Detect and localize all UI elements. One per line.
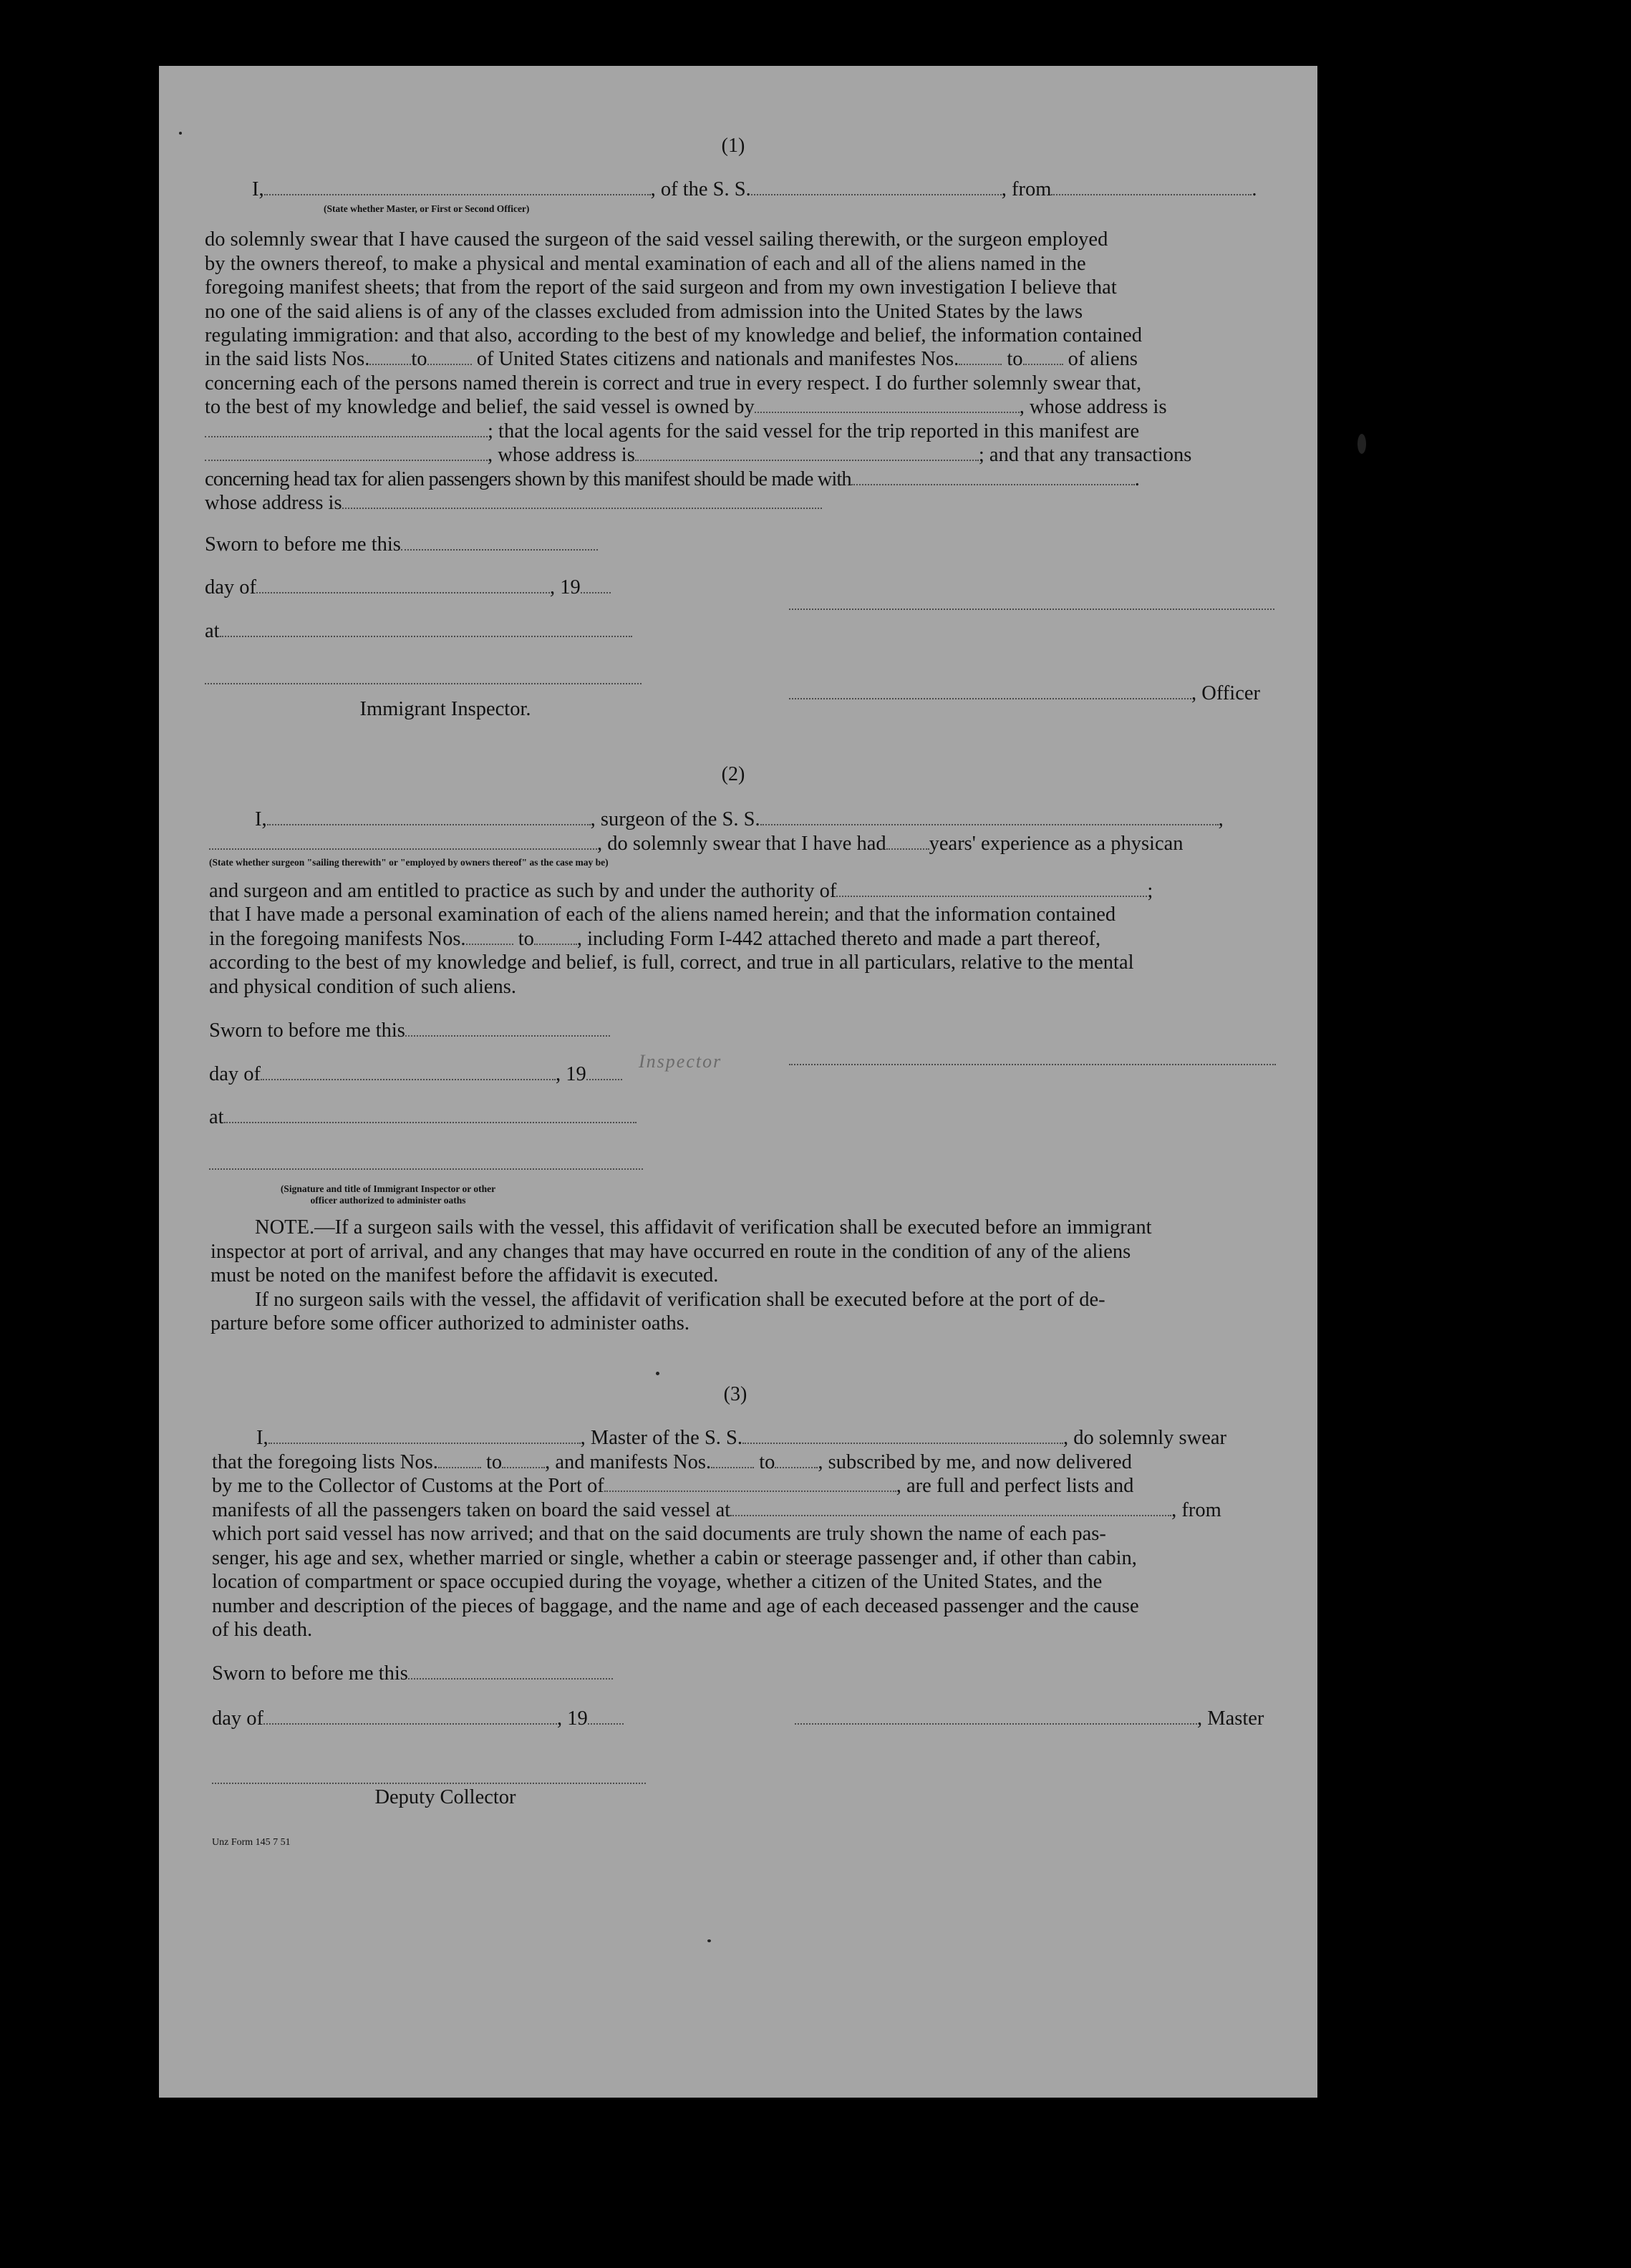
owner-address-field[interactable] <box>205 420 488 437</box>
s1-day-field[interactable] <box>256 576 550 593</box>
rank-field[interactable] <box>264 178 651 195</box>
punch-hole <box>1396 1067 1428 1098</box>
authority-field[interactable] <box>836 880 1147 897</box>
s3-year-field[interactable] <box>588 1707 624 1725</box>
list-no-to-field[interactable] <box>427 348 472 365</box>
note-line-4: parture before some officer authorized to administer oaths. <box>210 1312 689 1334</box>
s1-body-1: by the owners thereof, to make a physical and mental examination of each and all of the aliens named in the <box>205 253 1086 275</box>
s2-inspector-signature-line[interactable] <box>209 1168 643 1170</box>
s2-line-2: , do solemnly swear that I have had years' experience as a physican <box>209 832 1184 856</box>
s2-manifest-from-field[interactable] <box>466 928 513 945</box>
vessel-name-field[interactable] <box>751 178 1002 195</box>
s2-body-1: that I have made a personal examination of each of the aliens named herein; and that the information contained <box>209 903 1116 926</box>
s1-day-line: day of , 19 <box>205 576 611 600</box>
s3-body-3: number and description of the pieces of baggage, and the name and age of each deceased passenger and the cause <box>212 1595 1139 1617</box>
s3-line-4: manifests of all the passengers taken on board the said vessel at , from <box>212 1499 1221 1521</box>
note-line-2: must be noted on the manifest before the affidavit is executed. <box>210 1264 719 1286</box>
manifest-no-to-field[interactable] <box>1023 348 1063 365</box>
surgeon-status-note: (State whether surgeon "sailing therewith" or "employed by owners thereof" as the case may be) <box>209 857 609 868</box>
punch-hole <box>1382 1531 1415 1564</box>
speck <box>656 1372 659 1375</box>
s1-body-4: regulating immigration: and that also, according to the best of my knowledge and belief, the information contained <box>205 324 1143 346</box>
punch-hole <box>1369 727 1405 763</box>
s2-place-field[interactable] <box>224 1106 637 1123</box>
s2-surgeon-signature-line[interactable] <box>789 1064 1276 1065</box>
s3-manifest-from-field[interactable] <box>711 1451 754 1468</box>
deputy-collector-label: Deputy Collector <box>374 1786 516 1808</box>
s3-line-3: by me to the Collector of Customs at the Port of , are full and perfect lists and <box>212 1475 1134 1497</box>
years-experience-field[interactable] <box>886 833 929 850</box>
s3-body-2: location of compartment or space occupied during the voyage, whether a citizen of the United States, and the <box>212 1571 1103 1593</box>
s2-body-2-0: according to the best of my knowledge and belief, is full, correct, and true in all particulars, relative to the mental <box>209 951 1134 974</box>
s3-day-field[interactable] <box>263 1707 557 1725</box>
s1-sworn-line: Sworn to before me this <box>205 533 598 557</box>
punch-hole <box>1368 119 1403 155</box>
s2-sig-note-1: (Signature and title of Immigrant Inspector or other <box>280 1183 496 1194</box>
s1-body-3: no one of the said aliens is of any of the classes excluded from admission into the United States by the laws <box>205 301 1083 323</box>
s3-line-1: I, , Master of the S. S. , do solemnly swear <box>256 1427 1226 1449</box>
manifest-no-from-field[interactable] <box>959 348 1002 365</box>
bleed-through-stamp: Inspector <box>639 1051 722 1072</box>
s2-day-field[interactable] <box>261 1063 556 1080</box>
from-port-field[interactable] <box>1051 178 1252 195</box>
s3-manifest-to-field[interactable] <box>775 1451 818 1468</box>
s1-sworn-date-field[interactable] <box>401 533 598 551</box>
s2-manifests-line: in the foregoing manifests Nos. to , including Form I-442 attached thereto and made a part thereof, <box>209 928 1101 950</box>
s3-body-4: of his death. <box>212 1619 313 1641</box>
s2-sworn-line: Sworn to before me this <box>209 1019 610 1043</box>
surgeon-name-field[interactable] <box>267 808 591 825</box>
s2-body-2-1: and physical condition of such aliens. <box>209 976 516 998</box>
punch-hole <box>1380 1405 1413 1438</box>
rank-note: (State whether Master, or First or Second Officer) <box>324 203 530 214</box>
s3-body-1: senger, his age and sex, whether married or single, whether a cabin or steerage passenger and, if other than cabin, <box>212 1547 1137 1569</box>
s1-headtax-line: concerning head tax for alien passengers shown by this manifest should be made with . <box>205 468 1139 490</box>
agents-field[interactable] <box>205 444 488 461</box>
immigrant-inspector-label: Immigrant Inspector. <box>359 698 531 720</box>
s1-body-2: foregoing manifest sheets; that from the report of the said surgeon and from my own investigation I believe that <box>205 276 1117 299</box>
s2-year-field[interactable] <box>586 1063 622 1080</box>
section-1-number: (1) <box>721 135 745 157</box>
punch-hole <box>1369 598 1405 634</box>
section-2-number: (2) <box>721 763 745 785</box>
section-3-number: (3) <box>723 1383 747 1405</box>
master-signature-field[interactable] <box>795 1707 1197 1725</box>
s3-vessel-field[interactable] <box>742 1427 1063 1444</box>
s1-owned-line: to the best of my knowledge and belief, the said vessel is owned by , whose address is <box>205 396 1167 418</box>
note-line-1: inspector at port of arrival, and any changes that may have occurred en route in the condition of any of the aliens <box>210 1241 1131 1263</box>
s2-at-line: at <box>209 1105 637 1130</box>
s3-line-2: that the foregoing lists Nos. to , and manifests Nos. to , subscribed by me, and now delivered <box>212 1451 1132 1473</box>
s1-officer-line: , Officer <box>789 682 1260 706</box>
headtax-party-field[interactable] <box>851 468 1135 485</box>
s1-signature-line[interactable] <box>789 609 1274 610</box>
owner-field[interactable] <box>755 396 1020 413</box>
punch-hole <box>1389 265 1418 294</box>
punch-hole <box>1405 1858 1433 1887</box>
s2-manifest-to-field[interactable] <box>534 928 577 945</box>
s1-concerning: concerning each of the persons named therein is correct and true in every respect. I do further solemnly swear that, <box>205 372 1142 394</box>
boarding-port-field[interactable] <box>730 1499 1171 1516</box>
s1-agents-line: ; that the local agents for the said vessel for the trip reported in this manifest are <box>205 420 1139 444</box>
note-line-0: NOTE.—If a surgeon sails with the vessel, this affidavit of verification shall be executed before an immigrant <box>255 1216 1152 1239</box>
note-line-3: If no surgeon sails with the vessel, the affidavit of verification shall be executed before at the port of de- <box>255 1289 1105 1311</box>
speck <box>179 132 182 135</box>
officer-signature-field[interactable] <box>789 682 1191 699</box>
agents-address-field[interactable] <box>635 444 979 461</box>
s1-inspector-signature-line[interactable] <box>205 683 642 684</box>
s2-sworn-date-field[interactable] <box>405 1019 610 1037</box>
s3-sworn-date-field[interactable] <box>408 1662 613 1680</box>
s2-line-1: I, , surgeon of the S. S. , <box>255 808 1224 830</box>
form-identifier: Unz Form 145 7 51 <box>212 1837 291 1848</box>
s2-day-line: day of , 19 <box>209 1062 622 1087</box>
s3-list-to-field[interactable] <box>502 1451 545 1468</box>
form-page <box>159 66 1317 2098</box>
s2-vessel-field[interactable] <box>760 808 1219 825</box>
s3-master-line: , Master <box>795 1707 1264 1731</box>
s3-collector-signature-line[interactable] <box>212 1783 646 1784</box>
s1-lists-line: in the said lists Nos. to of United States citizens and nationals and manifestes Nos. to of aliens <box>205 348 1138 370</box>
master-name-field[interactable] <box>268 1427 581 1444</box>
s3-list-from-field[interactable] <box>438 1451 481 1468</box>
headtax-address-field[interactable] <box>342 492 822 509</box>
s1-at-line: at <box>205 619 632 644</box>
s3-body-0: which port said vessel has now arrived; and that on the said documents are truly shown the name of each pas- <box>212 1523 1106 1545</box>
punch-hole <box>1383 2003 1419 2039</box>
s2-sig-note-2: officer authorized to administer oaths <box>310 1195 466 1206</box>
s1-body-0: do solemnly swear that I have caused the surgeon of the said vessel sailing therewith, or the surgeon employed <box>205 228 1108 251</box>
s1-address-line: whose address is <box>205 491 822 515</box>
s3-sworn-line: Sworn to before me this <box>212 1662 613 1686</box>
s1-year-field[interactable] <box>581 576 611 593</box>
list-no-from-field[interactable] <box>369 348 411 365</box>
port-of-field[interactable] <box>604 1475 896 1492</box>
s1-whose-line: , whose address is ; and that any transactions <box>205 443 1191 467</box>
s2-authority-line: and surgeon and am entitled to practice as such by and under the authority of ; <box>209 880 1153 902</box>
speck <box>707 1939 711 1942</box>
s1-place-field[interactable] <box>220 620 632 637</box>
speck <box>1357 434 1366 454</box>
surgeon-status-field[interactable] <box>209 833 597 850</box>
s1-line-1: I, , of the S. S. , from . <box>252 178 1257 200</box>
s3-day-line: day of , 19 <box>212 1707 624 1731</box>
